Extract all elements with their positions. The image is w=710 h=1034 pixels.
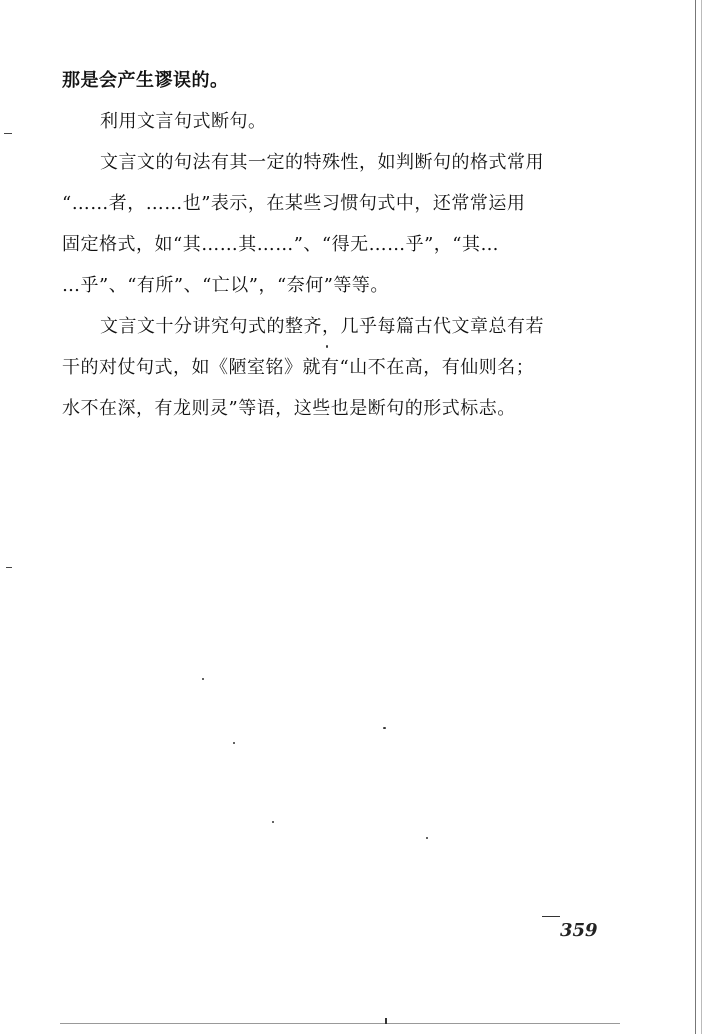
- scan-speck: [202, 678, 204, 680]
- scan-speck: [426, 837, 428, 839]
- scan-speck: [326, 345, 328, 348]
- paragraph-3-line-3: 固定格式，如“其……其……”、“得无……乎”，“其…: [62, 234, 500, 255]
- page-number: 359: [560, 920, 598, 941]
- bottom-edge-line: [60, 1023, 620, 1024]
- scan-mark: [6, 567, 12, 568]
- paragraph-4-line-3: 水不在深，有龙则灵”等语，这些也是断句的形式标志。: [62, 398, 516, 419]
- scan-speck: [385, 1018, 387, 1024]
- paragraph-3-line-2: “……者，……也”表示，在某些习惯句式中，还常常运用: [62, 193, 526, 214]
- page-number-rule: [542, 916, 560, 917]
- scan-mark: [4, 133, 12, 134]
- body-text: [62, 60, 622, 429]
- paragraph-3-line-4: …乎”、“有所”、“亡以”，“奈何”等等。: [62, 275, 389, 296]
- scan-speck: [272, 821, 274, 823]
- paragraph-4-line-2: 干的对仗句式，如《陋室铭》就有“山不在高，有仙则名；: [62, 357, 535, 378]
- paragraph-2-line-1: 利用文言句式断句。: [100, 111, 267, 132]
- scan-speck: [383, 727, 386, 729]
- binding-edge-line: [695, 0, 696, 1034]
- paragraph-4-line-1: 文言文十分讲究句式的整齐，几乎每篇古代文章总有若: [100, 316, 544, 337]
- paragraph-3-line-1: 文言文的句法有其一定的特殊性，如判断句的格式常用: [100, 152, 544, 173]
- scan-speck: [233, 742, 235, 744]
- scan-edge-line: [701, 0, 702, 1034]
- paragraph-1-line-1: 那是会产生谬误的。: [62, 70, 229, 91]
